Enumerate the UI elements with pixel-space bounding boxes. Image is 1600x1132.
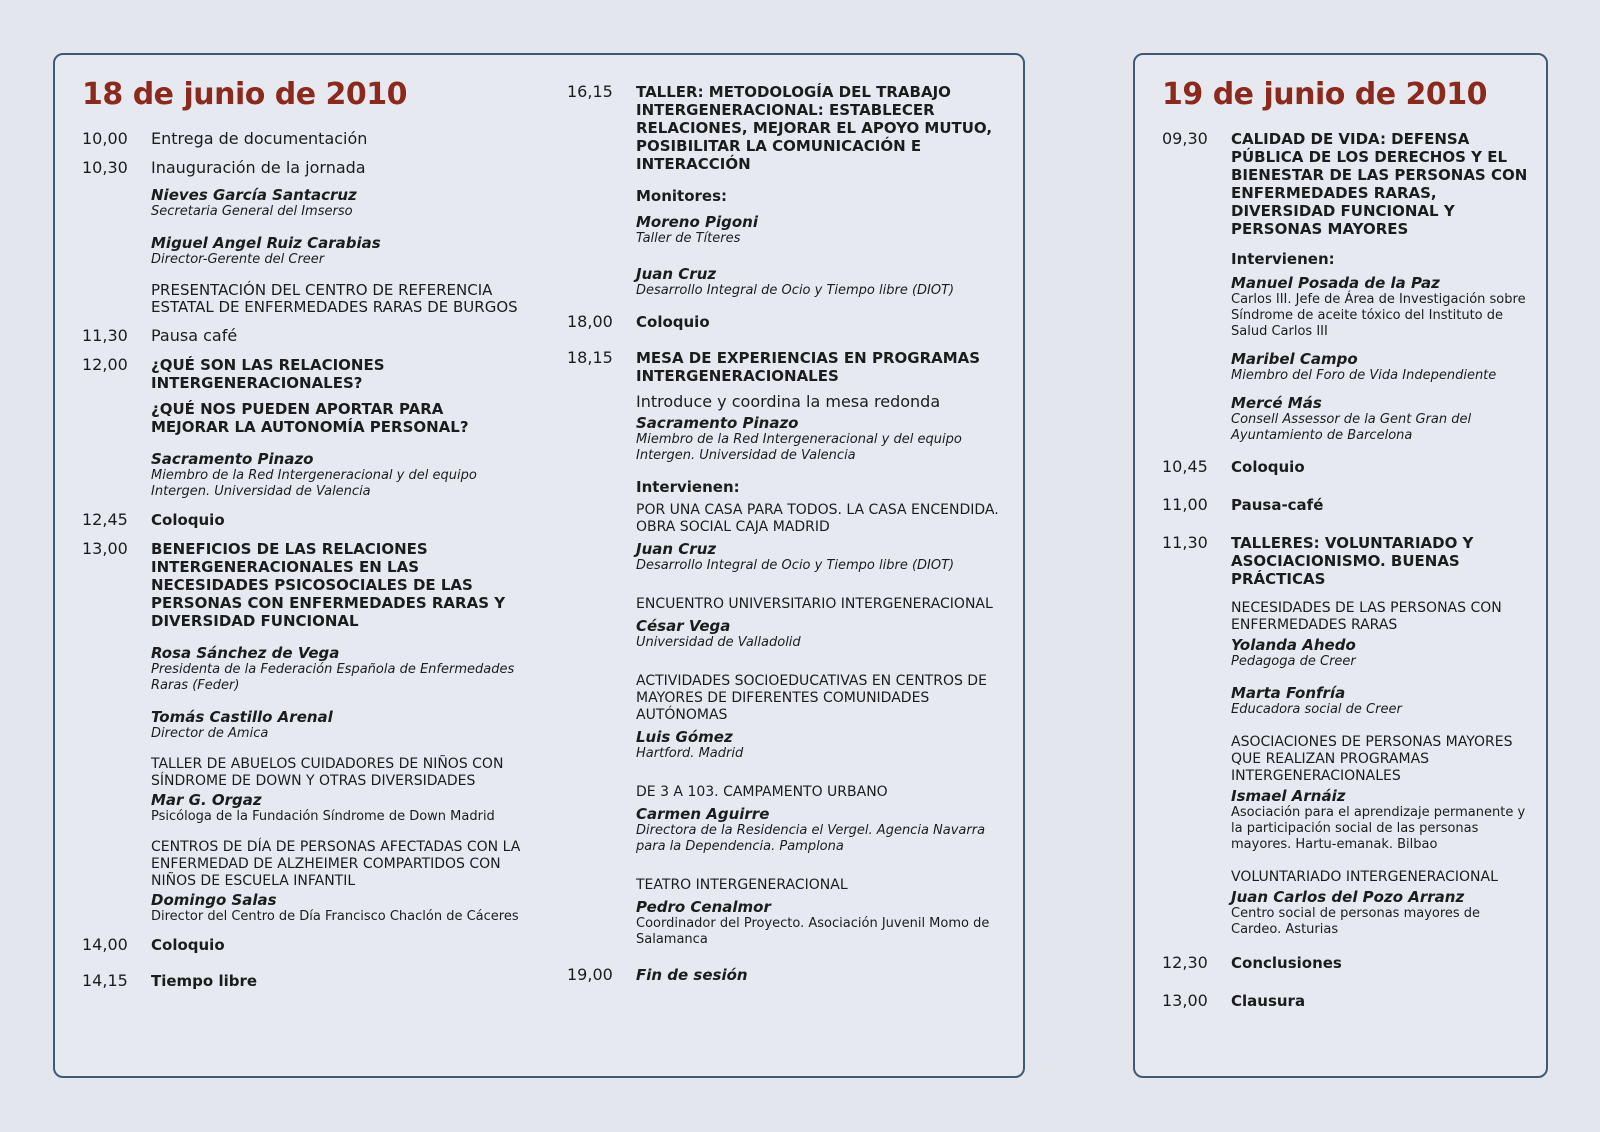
entry-time: 18,00 (567, 312, 613, 331)
entry-text: Inauguración de la jornada (151, 158, 366, 177)
speaker-name: Moreno Pigoni (636, 213, 759, 231)
session-title: DE 3 A 103. CAMPAMENTO URBANO (636, 784, 888, 800)
schedule-entry (82, 540, 522, 925)
speaker-name: Tomás Castillo Arenal (151, 708, 333, 726)
session-title: ENCUENTRO UNIVERSITARIO INTERGENERACIONAL (636, 596, 993, 612)
speaker-role: Consell Assessor de la Gent Gran del Ayuntamiento de Barcelona (1231, 412, 1472, 443)
entry-text: Coloquio (151, 936, 225, 954)
speaker-name: Juan Cruz (636, 540, 717, 558)
speaker-name: Miguel Angel Ruiz Carabias (151, 234, 381, 252)
entry-time: 16,15 (567, 82, 613, 101)
session-title: NECESIDADES DE LAS PERSONAS CON ENFERMEDADES RARAS (1231, 600, 1502, 633)
speaker-name: Mercé Más (1231, 394, 1322, 412)
speaker (151, 791, 522, 825)
entry-time: 13,00 (82, 539, 128, 558)
speaker (1231, 684, 1532, 718)
speaker (151, 186, 522, 220)
entry-time: 12,00 (82, 355, 128, 374)
schedule-entry (82, 972, 522, 990)
session-title: PRESENTACIÓN DEL CENTRO DE REFERENCIA ESTATAL DE ENFERMEDADES RARAS DE BURGOS (151, 281, 518, 316)
entry-time: 10,45 (1162, 457, 1208, 476)
entry-time: 12,45 (82, 510, 128, 529)
speaker-role: Miembro de la Red Intergeneracional y del equipo Intergen. Universidad de Valencia (151, 468, 477, 499)
speaker (636, 617, 1007, 651)
day1-panel (53, 53, 1025, 1078)
entry-time: 11,30 (82, 326, 128, 345)
entry-time: 18,15 (567, 348, 613, 367)
speaker-role: Centro social de personas mayores de Cardeo. Asturias (1231, 906, 1481, 937)
schedule-entry (1162, 130, 1532, 444)
speaker (1231, 274, 1532, 340)
schedule-entry (1162, 992, 1532, 1010)
session-title: POR UNA CASA PARA TODOS. LA CASA ENCENDIDA. OBRA SOCIAL CAJA MADRID (636, 502, 999, 535)
speaker (151, 708, 522, 742)
speaker-name: Manuel Posada de la Paz (1231, 274, 1440, 292)
schedule-entry (567, 349, 1007, 948)
speaker-role: Director-Gerente del Creer (151, 252, 325, 267)
session-title: ASOCIACIONES DE PERSONAS MAYORES QUE REALIZAN PROGRAMAS INTERGENERACIONALES (1231, 734, 1513, 784)
speaker-name: Juan Cruz (636, 265, 717, 283)
day2-title: 19 de junio de 2010 (1162, 77, 1488, 112)
speaker-role: Miembro de la Red Intergeneracional y del equipo Intergen. Universidad de Valencia (636, 432, 962, 463)
speaker (636, 213, 1007, 247)
speaker-name: Nieves García Santacruz (151, 186, 357, 204)
entry-text: Tiempo libre (151, 972, 258, 990)
entry-time: 14,15 (82, 971, 128, 990)
schedule-entry (1162, 496, 1532, 514)
schedule-entry (567, 313, 1007, 331)
speaker-role: Desarrollo Integral de Ocio y Tiempo libre (DIOT) (636, 283, 955, 298)
speaker (1231, 350, 1532, 384)
session-heading: TALLERES: VOLUNTARIADO Y ASOCIACIONISMO. BUENAS PRÁCTICAS (1231, 534, 1474, 588)
entry-time: 10,30 (82, 158, 128, 177)
entry-text: Fin de sesión (636, 966, 748, 984)
speaker (1231, 787, 1532, 853)
day2-panel (1133, 53, 1548, 1078)
speaker-name: Pedro Cenalmor (636, 898, 771, 916)
speaker (151, 644, 522, 694)
speaker (151, 891, 522, 925)
schedule-entry (1162, 954, 1532, 972)
speaker (636, 265, 1007, 299)
speaker (636, 805, 1007, 855)
speaker (151, 450, 522, 500)
schedule-entry (82, 511, 522, 529)
entry-text: Entrega de documentación (151, 129, 368, 148)
entry-text: Conclusiones (1231, 954, 1342, 972)
entry-text: Coloquio (1231, 458, 1305, 476)
entry-time: 19,00 (567, 965, 613, 984)
session-title: TEATRO INTERGENERACIONAL (636, 877, 848, 893)
moderator-intro: Introduce y coordina la mesa redonda (636, 392, 941, 411)
speaker-role: Taller de Títeres (636, 231, 741, 246)
speaker-name: Mar G. Orgaz (151, 791, 262, 809)
schedule-entry (82, 159, 522, 316)
speaker-role: Asociación para el aprendizaje permanente y la participación social de las personas mayores. Hartu-emanak. Bilbao (1231, 805, 1526, 852)
schedule-entry (1162, 458, 1532, 476)
session-title: CENTROS DE DÍA DE PERSONAS AFECTADAS CON LA ENFERMEDAD DE ALZHEIMER COMPARTIDOS CON NIÑOS DE ESCUELA INFANTIL (151, 839, 521, 889)
day2-column (1162, 75, 1532, 1021)
entry-text: Pausa-café (1231, 496, 1324, 514)
speaker (1231, 636, 1532, 670)
speaker (1231, 394, 1532, 444)
session-heading: TALLER: METODOLOGÍA DEL TRABAJO INTERGENERACIONAL: ESTABLECER RELACIONES, MEJORAR EL APOYO MUTUO, POSIBILITAR LA COMUNICACIÓN E INTERACCIÓN (636, 83, 993, 173)
speaker-name: Domingo Salas (151, 891, 277, 909)
speakers-label: Intervienen: (636, 478, 740, 496)
session-heading: MESA DE EXPERIENCIAS EN PROGRAMAS INTERGENERACIONALES (636, 349, 981, 385)
speaker-name: Marta Fonfría (1231, 684, 1346, 702)
speaker-role: Presidenta de la Federación Española de Enfermedades Raras (Feder) (151, 662, 515, 693)
entry-time: 13,00 (1162, 991, 1208, 1010)
speaker-name: Sacramento Pinazo (636, 414, 799, 432)
speaker-name: Carmen Aguirre (636, 805, 770, 823)
entry-text: Pausa café (151, 326, 238, 345)
speaker-role: Carlos III. Jefe de Área de Investigación sobre Síndrome de aceite tóxico del Instituto de Salud Carlos III (1231, 292, 1526, 339)
speaker-name: Rosa Sánchez de Vega (151, 644, 340, 662)
entry-text: Coloquio (636, 313, 710, 331)
speaker-name: Ismael Arnáiz (1231, 787, 1346, 805)
speaker-name: Juan Carlos del Pozo Arranz (1231, 888, 1465, 906)
speaker-role: Pedagoga de Creer (1231, 654, 1356, 669)
schedule-entry (82, 130, 522, 148)
speaker (636, 898, 1007, 948)
speaker-name: César Vega (636, 617, 731, 635)
speaker-role: Coordinador del Proyecto. Asociación Juvenil Momo de Salamanca (636, 916, 990, 947)
entry-time: 10,00 (82, 129, 128, 148)
speaker-role: Educadora social de Creer (1231, 702, 1402, 717)
speaker (636, 414, 1007, 464)
speaker-role: Universidad de Valladolid (636, 635, 801, 650)
speaker (636, 540, 1007, 574)
entry-time: 11,30 (1162, 533, 1208, 552)
speaker-name: Sacramento Pinazo (151, 450, 314, 468)
schedule-entry (567, 966, 1007, 984)
session-heading: CALIDAD DE VIDA: DEFENSA PÚBLICA DE LOS DERECHOS Y EL BIENESTAR DE LAS PERSONAS CON ENFERMEDADES RARAS, DIVERSIDAD FUNCIONAL Y PERSONAS MAYORES (1231, 130, 1528, 238)
schedule-entry (82, 936, 522, 954)
schedule-entry (567, 83, 1007, 299)
session-heading: ¿QUÉ SON LAS RELACIONES INTERGENERACIONALES? (151, 356, 385, 392)
entry-time: 14,00 (82, 935, 128, 954)
speaker-name: Maribel Campo (1231, 350, 1358, 368)
speaker-name: Yolanda Ahedo (1231, 636, 1356, 654)
entry-text: Coloquio (151, 511, 225, 529)
speaker-role: Miembro del Foro de Vida Independiente (1231, 368, 1497, 383)
day1-column-left (82, 75, 522, 1001)
session-title: ACTIVIDADES SOCIOEDUCATIVAS EN CENTROS DE MAYORES DE DIFERENTES COMUNIDADES AUTÓNOMAS (636, 673, 987, 723)
speaker-name: Luis Gómez (636, 728, 733, 746)
monitors-label: Monitores: (636, 187, 728, 205)
speaker (1231, 888, 1532, 938)
speaker (151, 234, 522, 268)
speaker-role: Director de Amica (151, 726, 269, 741)
day1-title: 18 de junio de 2010 (82, 77, 408, 112)
entry-text: Clausura (1231, 992, 1306, 1010)
session-title: VOLUNTARIADO INTERGENERACIONAL (1231, 869, 1498, 885)
session-heading: BENEFICIOS DE LAS RELACIONES INTERGENERACIONALES EN LAS NECESIDADES PSICOSOCIALES DE LAS PERSONAS CON ENFERMEDADES RARAS Y DIVERSIDAD FUNCIONAL (151, 540, 506, 630)
speaker-role: Psicóloga de la Fundación Síndrome de Down Madrid (151, 809, 495, 824)
schedule-entry (82, 356, 522, 500)
speaker-role: Secretaria General del Imserso (151, 204, 353, 219)
entry-time: 12,30 (1162, 953, 1208, 972)
session-title: TALLER DE ABUELOS CUIDADORES DE NIÑOS CON SÍNDROME DE DOWN Y OTRAS DIVERSIDADES (151, 756, 504, 789)
entry-time: 11,00 (1162, 495, 1208, 514)
day1-column-right (567, 83, 1007, 995)
speaker-role: Director del Centro de Día Francisco Chaclón de Cáceres (151, 909, 519, 924)
speaker-role: Desarrollo Integral de Ocio y Tiempo libre (DIOT) (636, 558, 955, 573)
schedule-entry (82, 327, 522, 345)
speaker-role: Hartford. Madrid (636, 746, 744, 761)
schedule-entry (1162, 534, 1532, 938)
session-heading: ¿QUÉ NOS PUEDEN APORTAR PARA MEJORAR LA AUTONOMÍA PERSONAL? (151, 400, 469, 436)
speaker-role: Directora de la Residencia el Vergel. Agencia Navarra para la Dependencia. Pamplona (636, 823, 986, 854)
speaker (636, 728, 1007, 762)
entry-time: 09,30 (1162, 129, 1208, 148)
speakers-label: Intervienen: (1231, 250, 1335, 268)
